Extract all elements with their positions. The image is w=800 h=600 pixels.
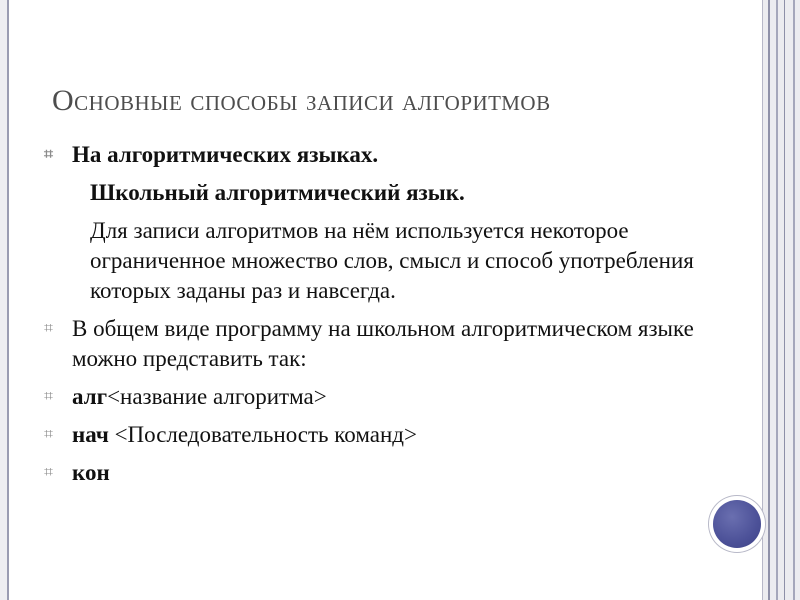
frame-stripe xyxy=(784,0,785,600)
decorative-circle-icon xyxy=(713,500,761,548)
item-text: <Последовательность команд> xyxy=(108,422,417,447)
slide-title: Основные способы записи алгоритмов xyxy=(52,84,551,117)
bullet-icon: ⌗ xyxy=(44,320,54,337)
list-item xyxy=(44,178,734,208)
frame-stripe xyxy=(776,0,778,600)
item-text: На алгоритмических языках. xyxy=(72,142,379,167)
item-keyword: нач xyxy=(72,422,109,447)
bullet-icon: ⌗ xyxy=(44,146,54,163)
list-item xyxy=(44,420,734,450)
list-item xyxy=(44,216,734,306)
item-text: <название алгоритма> xyxy=(107,384,327,409)
item-keyword: кон xyxy=(72,460,110,485)
item-text: Школьный алгоритмический язык. xyxy=(90,180,465,205)
right-frame xyxy=(762,0,800,600)
list-item xyxy=(44,314,734,374)
item-text: В общем виде программу на школьном алгоритмическом языке можно представить так: xyxy=(72,316,694,371)
bullet-icon: ⌗ xyxy=(44,426,54,443)
frame-stripe xyxy=(762,0,763,600)
list-item xyxy=(44,382,734,412)
frame-stripe xyxy=(768,0,770,600)
item-text: Для записи алгоритмов на нём используется некоторое ограниченное множество слов, смысл и способ употребления которых заданы раз и навсегда. xyxy=(90,218,694,303)
list-item xyxy=(44,140,734,170)
bullet-icon: ⌗ xyxy=(44,388,54,405)
item-keyword: алг xyxy=(72,384,108,409)
slide-content xyxy=(44,140,734,488)
frame-stripe xyxy=(793,0,795,600)
bullet-icon: ⌗ xyxy=(44,464,54,481)
left-frame xyxy=(0,0,9,600)
list-item xyxy=(44,458,734,488)
